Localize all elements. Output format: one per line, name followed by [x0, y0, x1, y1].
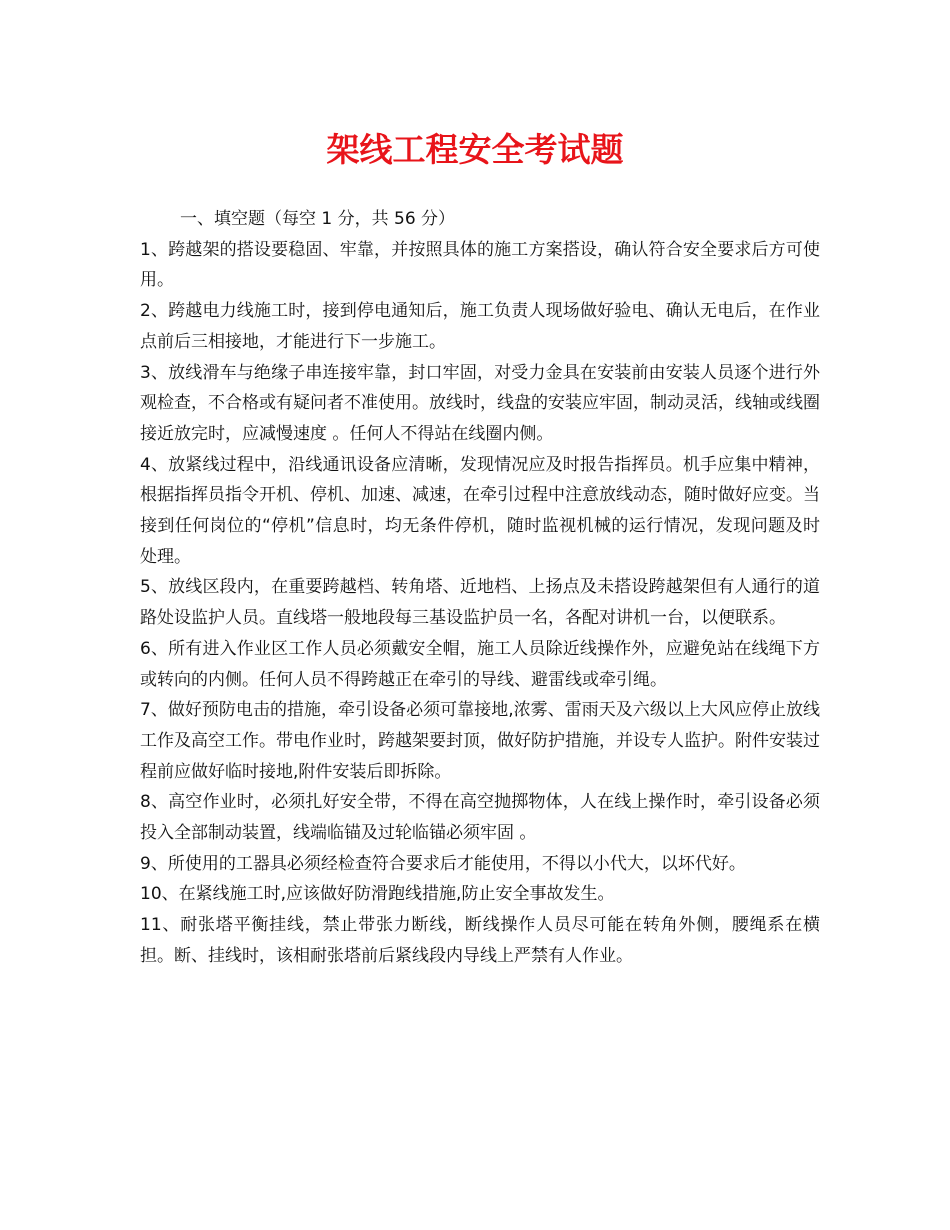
- question-item-11: 11、耐张塔平衡挂线，禁止带张力断线，断线操作人员尽可能在转角外侧，腰绳系在横担。断、挂线时，该相耐张塔前后紧线段内导线上严禁有人作业。: [140, 915, 820, 966]
- question-item-10: 10、在紧线施工时,应该做好防滑跑线措施,防止安全事故发生。: [140, 884, 615, 905]
- section-heading: 一、填空题（每空 1 分，共 56 分）: [180, 209, 456, 229]
- question-item-6: 6、所有进入作业区工作人员必须戴安全帽，施工人员除近线操作外，应避免站在线绳下方或转向的内侧。任何人员不得跨越正在牵引的导线、避雷线或牵引绳。: [140, 638, 820, 690]
- question-item-9: 9、所使用的工器具必须经检查符合要求后才能使用，不得以小代大，以坏代好。: [140, 853, 746, 874]
- question-item-8: 8、高空作业时，必须扎好安全带，不得在高空抛掷物体，人在线上操作时，牵引设备必须投入全部制动装置，线端临锚及过轮临锚必须牢固 。: [140, 792, 820, 844]
- question-item-1: 1、跨越架的搭设要稳固、牢靠，并按照具体的施工方案搭设，确认符合安全要求后方可使用。: [140, 239, 820, 291]
- question-item-7: 7、做好预防电击的措施，牵引设备必须可靠接地,浓雾、雷雨天及六级以上大风应停止放线工作及高空工作。带电作业时，跨越架要封顶，做好防护措施，并设专人监护。附件安装过程前应做好临时接地,附件安装后即拆除。: [140, 700, 820, 782]
- question-item-3: 3、放线滑车与绝缘子串连接牢靠，封口牢固，对受力金具在安装前由安装人员逐个进行外观检查，不合格或有疑问者不准使用。放线时，线盘的安装应牢固，制动灵活，线轴或线圈接近放完时，应减慢速度 。任何人不得站在线圈内侧。: [140, 362, 820, 444]
- document-title: 架线工程安全考试题: [326, 130, 624, 169]
- document-body: [140, 204, 820, 972]
- question-item-5: 5、放线区段内，在重要跨越档、转角塔、近地档、上扬点及未搭设跨越架但有人通行的道路处设监护人员。直线塔一般地段每三基设监护员一名，各配对讲机一台，以便联系。: [140, 577, 820, 629]
- question-item-2: 2、跨越电力线施工时，接到停电通知后，施工负责人现场做好验电、确认无电后，在作业点前后三相接地，才能进行下一步施工。: [140, 301, 820, 352]
- question-item-4: 4、放紧线过程中，沿线通讯设备应清晰，发现情况应及时报告指挥员。机手应集中精神，根据指挥员指令开机、停机、加速、减速，在牵引过程中注意放线动态，随时做好应变。当接到任何岗位的“停机”信息时，均无条件停机，随时监视机械的运行情况，发现问题及时处理。: [140, 454, 820, 567]
